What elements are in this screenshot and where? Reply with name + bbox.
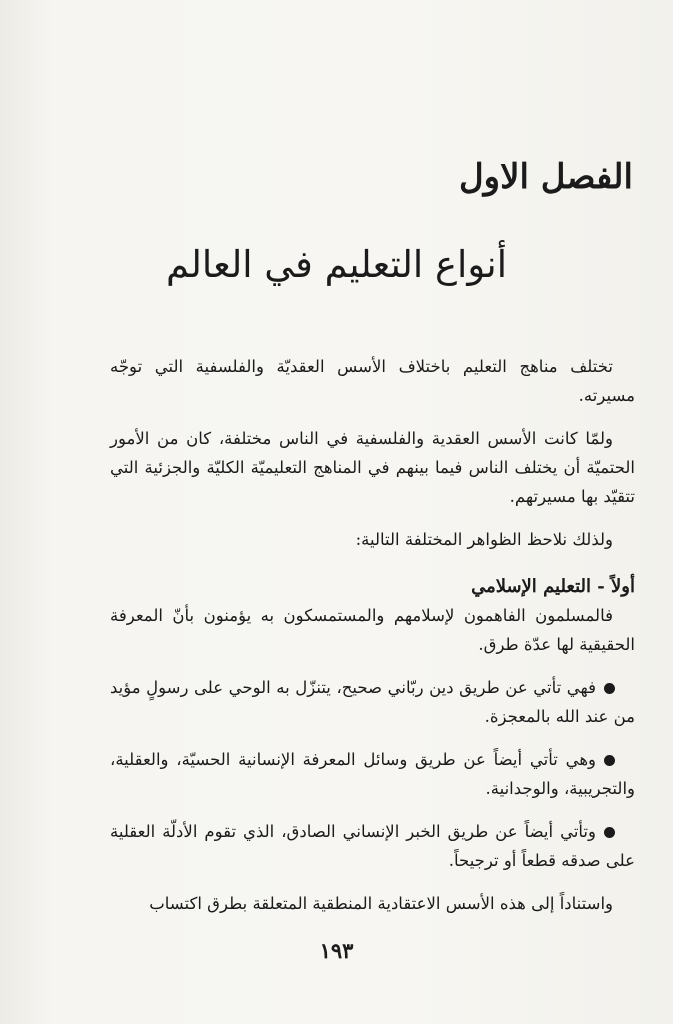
- chapter-label: الفصل الاول: [458, 157, 633, 197]
- bullet-dot-icon: [604, 683, 615, 694]
- paragraph-3: ولذلك نلاحظ الظواهر المختلفة التالية:: [355, 530, 613, 549]
- paragraph-1: تختلف مناهج التعليم باختلاف الأسس العقديّة والفلسفية التي توجّه مسيرته.: [110, 357, 635, 405]
- bullet-text-1: فهي تأتي عن طريق دين ربّاني صحيح، يتنزّل به الوحي على رسولٍ مؤيد من عند الله بالمعجزة.: [110, 678, 635, 726]
- bullet-item-1: [110, 673, 635, 731]
- page-body: [110, 352, 635, 918]
- paragraph-2: ولمّا كانت الأسس العقدية والفلسفية في الناس مختلفة، كان من الأمور الحتميّة أن يختلف الناس فيما بينهم في المناهج التعليميّة الكليّة والجزئية التي تتقيّد بها مسيرتهم.: [110, 429, 635, 506]
- bullet-dot-icon: [604, 827, 615, 838]
- paragraph-4: فالمسلمون الفاهمون لإسلامهم والمستمسكون به يؤمنون بأنّ المعرفة الحقيقية لها عدّة طرق.: [110, 606, 635, 654]
- page-number: ١٩٣: [319, 938, 354, 963]
- bullet-dot-icon: [604, 755, 615, 766]
- chapter-title: أنواع التعليم في العالم: [165, 243, 508, 286]
- paragraph-5: واستناداً إلى هذه الأسس الاعتقادية المنطقية المتعلقة بطرق اكتساب: [149, 894, 613, 913]
- bullet-item-2: [110, 745, 635, 803]
- bullet-text-2: وهي تأتي أيضاً عن طريق وسائل المعرفة الإنسانية الحسيّة، والعقلية، والتجريبية، والوجدانية.: [110, 750, 635, 798]
- section-heading: أولاً - التعليم الإسلامي: [471, 576, 635, 597]
- bullet-item-3: [110, 817, 635, 875]
- bullet-text-3: وتأتي أيضاً عن طريق الخبر الإنساني الصادق، الذي تقوم الأدلّة العقلية على صدقه قطعاً أو ترجيحاً.: [110, 822, 635, 870]
